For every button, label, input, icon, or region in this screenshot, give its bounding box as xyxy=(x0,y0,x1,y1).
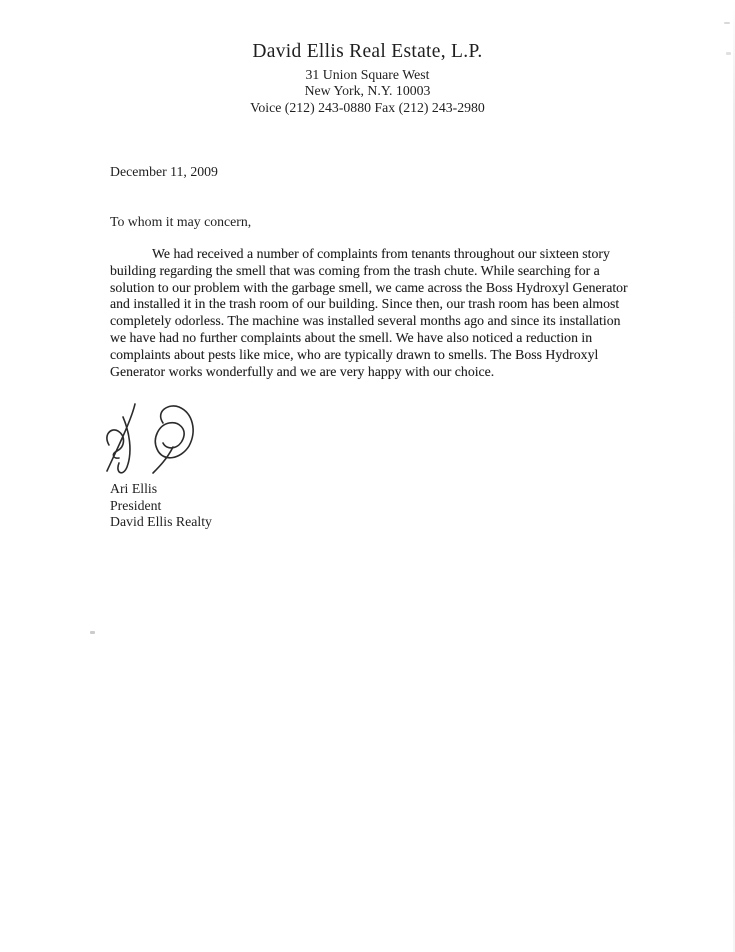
letter-date: December 11, 2009 xyxy=(110,164,218,179)
salutation: To whom it may concern, xyxy=(110,214,252,229)
scan-speck-artifact xyxy=(724,22,730,24)
signature-block xyxy=(110,481,212,531)
scan-speck-artifact xyxy=(726,52,731,55)
address-line-1: 31 Union Square West xyxy=(305,67,430,82)
letterhead xyxy=(0,41,735,116)
letter-body-paragraph: We had received a number of complaints from tenants throughout our sixteen story building regarding the smell that was coming from the trash chute. While searching for a solution to our problem with the garbage smell, we came across the Boss Hydroxyl Generator and installed it in the trash room of our building. Since then, our trash room has been almost completely odorless. The machine was installed several months ago and since its installation we have had no further complaints about the smell. We have also noticed a reduction in complaints about pests like mice, who are typically drawn to smells. The Boss Hydroxyl Generator works wonderfully and we are very happy with our choice. xyxy=(110,246,628,379)
signatory-company: David Ellis Realty xyxy=(110,514,212,530)
company-name: David Ellis Real Estate, L.P. xyxy=(252,41,483,62)
address-line-2: New York, N.Y. 10003 xyxy=(304,83,431,99)
signatory-name: Ari Ellis xyxy=(110,481,158,496)
scan-speck-artifact xyxy=(90,631,95,634)
signatory-title: President xyxy=(110,497,162,513)
handwritten-signature-image xyxy=(103,401,205,481)
phone-fax-line: Voice (212) 243-0880 Fax (212) 243-2980 xyxy=(250,99,485,115)
